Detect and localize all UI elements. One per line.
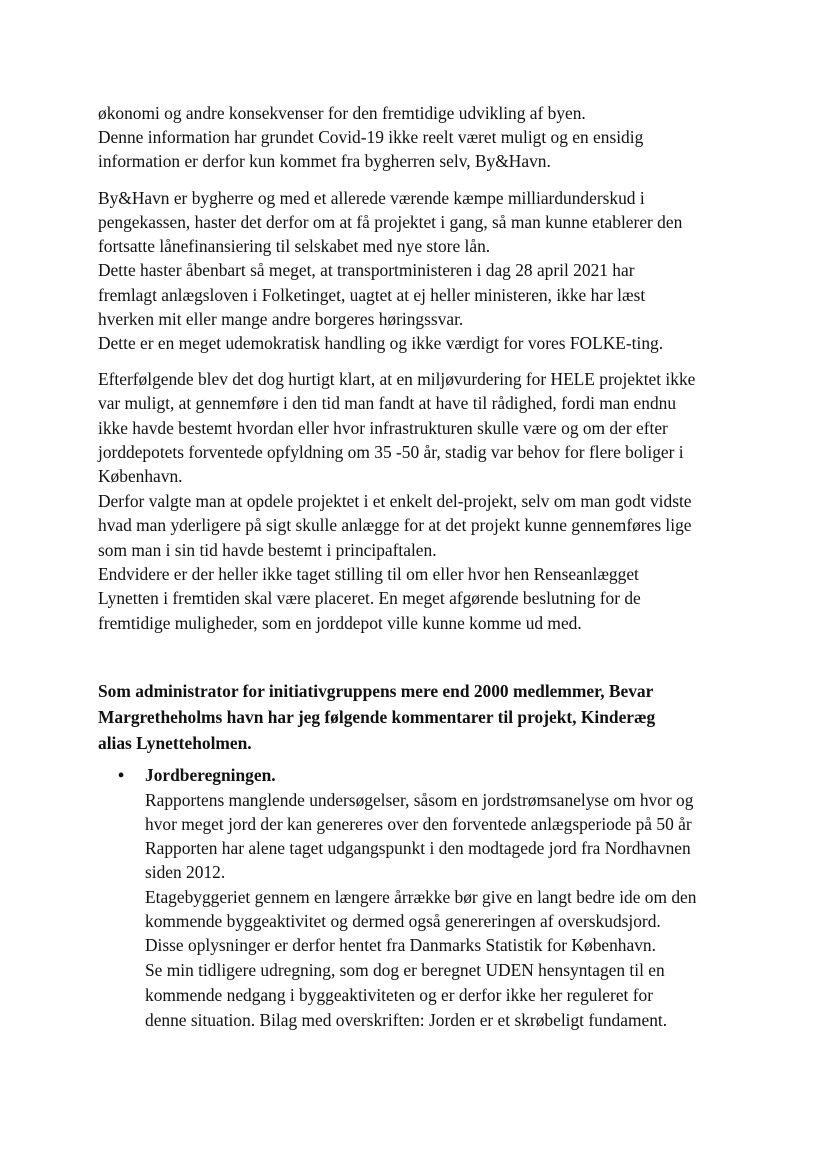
heading-line-2: Margretheholms havn har jeg følgende kommentarer til projekt, Kinderæg — [98, 707, 656, 727]
bullet-title: Jordberegningen. — [145, 765, 276, 785]
paragraph-3-line-7: hvad man yderligere på sigt skulle anlægge for at det projekt kunne gennemføres lige — [98, 515, 692, 535]
paragraph-3-line-6: Derfor valgte man at opdele projektet i et enkelt del-projekt, selv om man godt vidste — [98, 491, 692, 511]
paragraph-2-line-3: fortsatte lånefinansiering til selskabet med nye store lån. — [98, 236, 491, 256]
bullet-line-3: Rapporten har alene taget udgangspunkt i den modtagede jord fra Nordhavnen — [145, 838, 691, 858]
paragraph-2-line-2: pengekassen, haster det derfor om at få projektet i gang, så man kunne etablerer den — [98, 212, 683, 232]
bullet-line-4: siden 2012. — [145, 862, 226, 882]
bullet-line-7: Disse oplysninger er derfor hentet fra Danmarks Statistik for København. — [145, 935, 656, 955]
paragraph-3-line-11: fremtidige muligheder, som en jorddepot ville kunne komme ud med. — [98, 613, 582, 633]
paragraph-3-line-1: Efterfølgende blev det dog hurtigt klart, at en miljøvurdering for HELE projektet ikke — [98, 369, 696, 389]
paragraph-2-line-5: fremlagt anlægsloven i Folketinget, uagtet at ej heller ministeren, ikke har læst — [98, 285, 646, 305]
paragraph-2-line-4: Dette haster åbenbart så meget, at transportministeren i dag 28 april 2021 har — [98, 260, 635, 280]
paragraph-3-line-8: som man i sin tid havde bestemt i principaftalen. — [98, 540, 437, 560]
paragraph-3-line-3: ikke havde bestemt hvordan eller hvor infrastrukturen skulle være og om der efter — [98, 418, 668, 438]
bullet-line-10: denne situation. Bilag med overskriften: Jorden er et skrøbeligt fundament. — [145, 1010, 668, 1030]
paragraph-2-line-7: Dette er en meget udemokratisk handling og ikke værdigt for vores FOLKE-ting. — [98, 333, 664, 353]
bullet-marker: • — [118, 765, 125, 785]
paragraph-1-line-3: information er derfor kun kommet fra bygherren selv, By&Havn. — [98, 151, 551, 171]
paragraph-1-line-1: økonomi og andre konsekvenser for den fremtidige udvikling af byen. — [98, 103, 586, 123]
paragraph-2-line-6: hverken mit eller mange andre borgeres høringssvar. — [98, 309, 464, 329]
bullet-line-9: kommende nedgang i byggeaktiviteten og er derfor ikke her reguleret for — [145, 985, 653, 1005]
bullet-line-5: Etagebyggeriet gennem en længere årrække bør give en langt bedre ide om den — [145, 887, 697, 907]
paragraph-1-line-2: Denne information har grundet Covid-19 ikke reelt været muligt og en ensidig — [98, 127, 644, 147]
paragraph-2-line-1: By&Havn er bygherre og med et allerede værende kæmpe milliardunderskud i — [98, 188, 645, 208]
heading-line-1: Som administrator for initiativgruppens mere end 2000 medlemmer, Bevar — [98, 681, 654, 701]
bullet-line-1: Rapportens manglende undersøgelser, såsom en jordstrømsanelyse om hvor og — [145, 790, 694, 810]
paragraph-3-line-4: jorddepotets forventede opfyldning om 35 -50 år, stadig var behov for flere boliger i — [98, 442, 684, 462]
heading-line-3: alias Lynetteholmen. — [98, 733, 252, 753]
bullet-line-8: Se min tidligere udregning, som dog er beregnet UDEN hensyntagen til en — [145, 960, 665, 980]
bullet-line-6: kommende byggeaktivitet og dermed også genereringen af overskudsjord. — [145, 911, 661, 931]
paragraph-3-line-5: København. — [98, 466, 183, 486]
bullet-line-2: hvor meget jord der kan genereres over den forventede anlægsperiode på 50 år — [145, 814, 692, 834]
paragraph-3-line-2: var muligt, at gennemføre i den tid man fandt at have til rådighed, fordi man endnu — [98, 393, 677, 413]
paragraph-3-line-9: Endvidere er der heller ikke taget stilling til om eller hvor hen Renseanlægget — [98, 564, 639, 584]
paragraph-3-line-10: Lynetten i fremtiden skal være placeret. En meget afgørende beslutning for de — [98, 588, 641, 608]
